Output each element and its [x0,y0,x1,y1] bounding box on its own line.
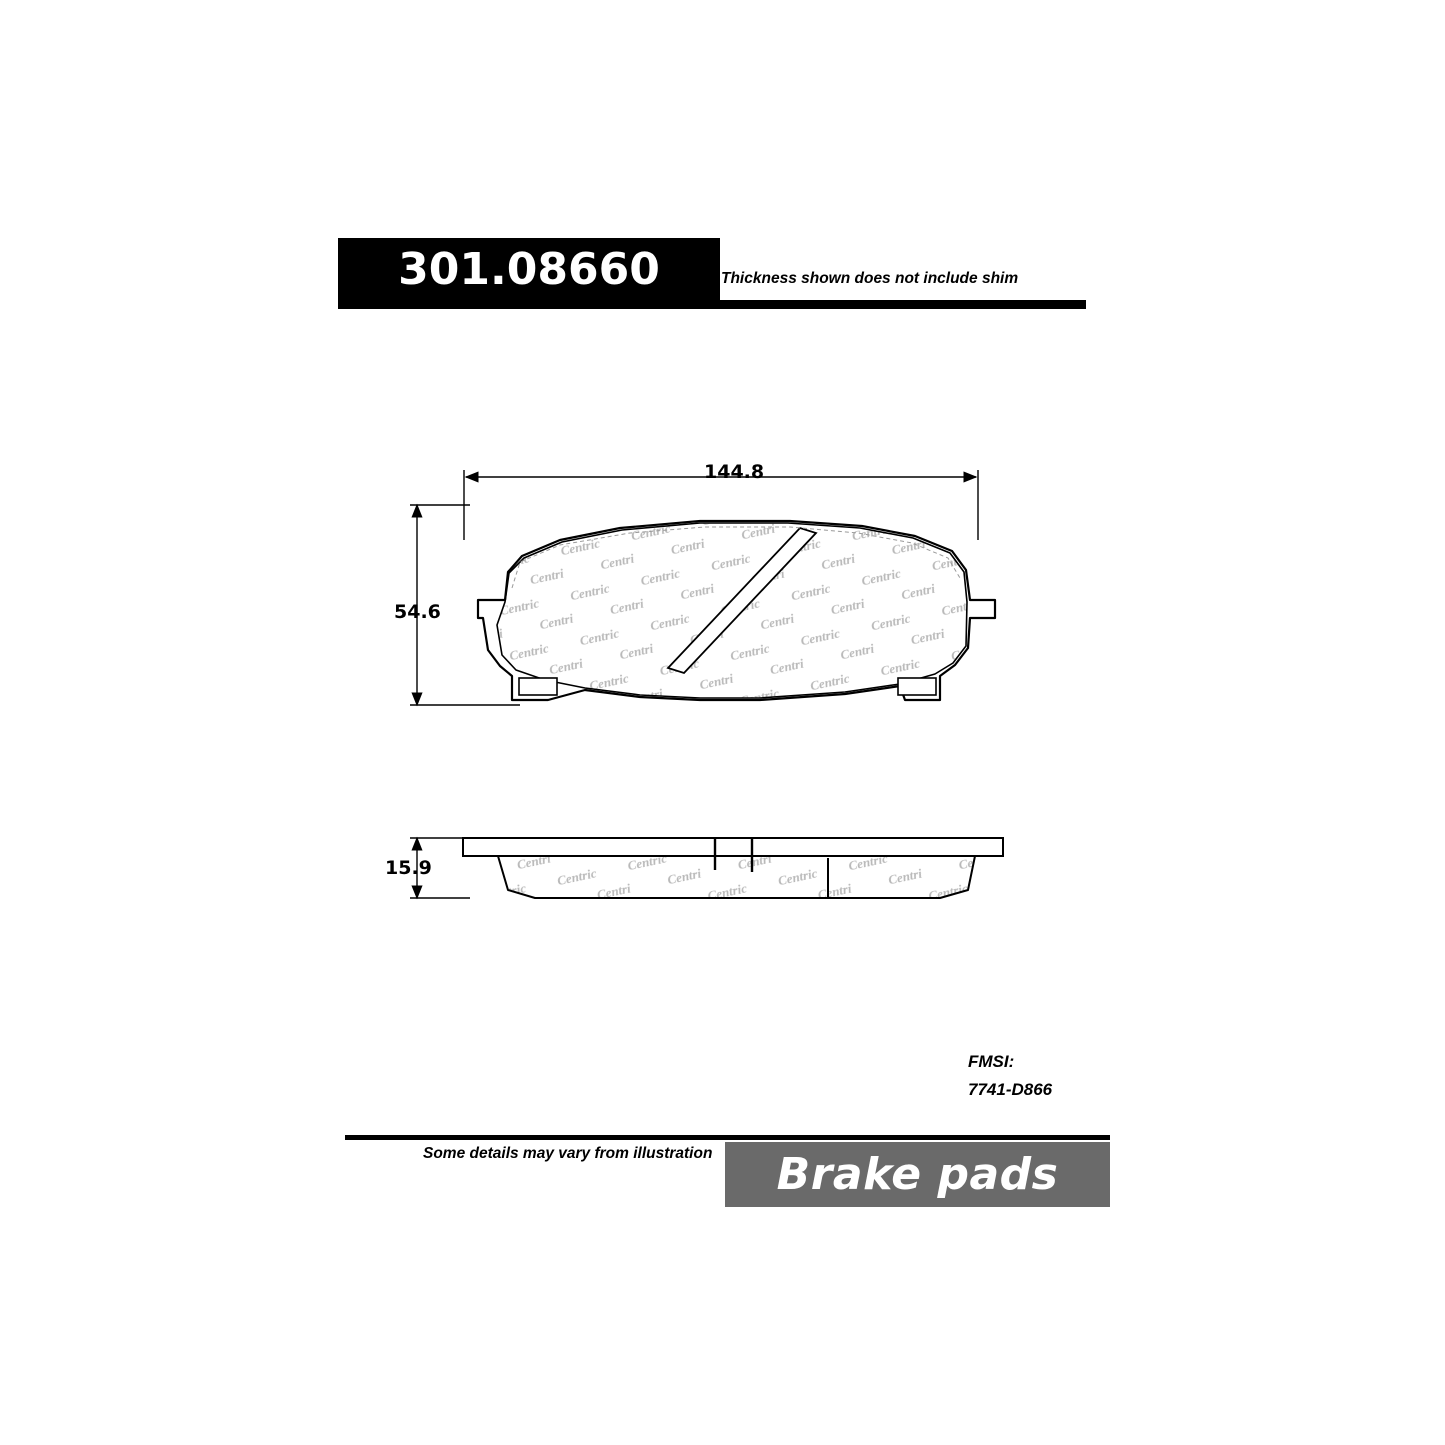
dimension-height-label: 54.6 [394,601,441,623]
part-number-text: 301.08660 [398,243,660,295]
dimension-thickness-label: 15.9 [385,857,432,879]
illustration-disclaimer: Some details may vary from illustration [423,1145,713,1162]
pad-side-view [463,838,1003,898]
fmsi-label: FMSI: [968,1052,1015,1071]
product-type-text: Brake pads [776,1149,1059,1200]
dimension-width-label: 144.8 [704,461,765,483]
shim-note: Thickness shown does not include shim [721,270,1019,287]
footer [345,1135,1110,1210]
product-type-badge [725,1142,1110,1207]
pad-front-view [478,521,995,700]
fmsi-block [968,1052,1188,1100]
footer-divider [345,1135,1110,1140]
fmsi-value: 7741-D866 [968,1080,1053,1099]
